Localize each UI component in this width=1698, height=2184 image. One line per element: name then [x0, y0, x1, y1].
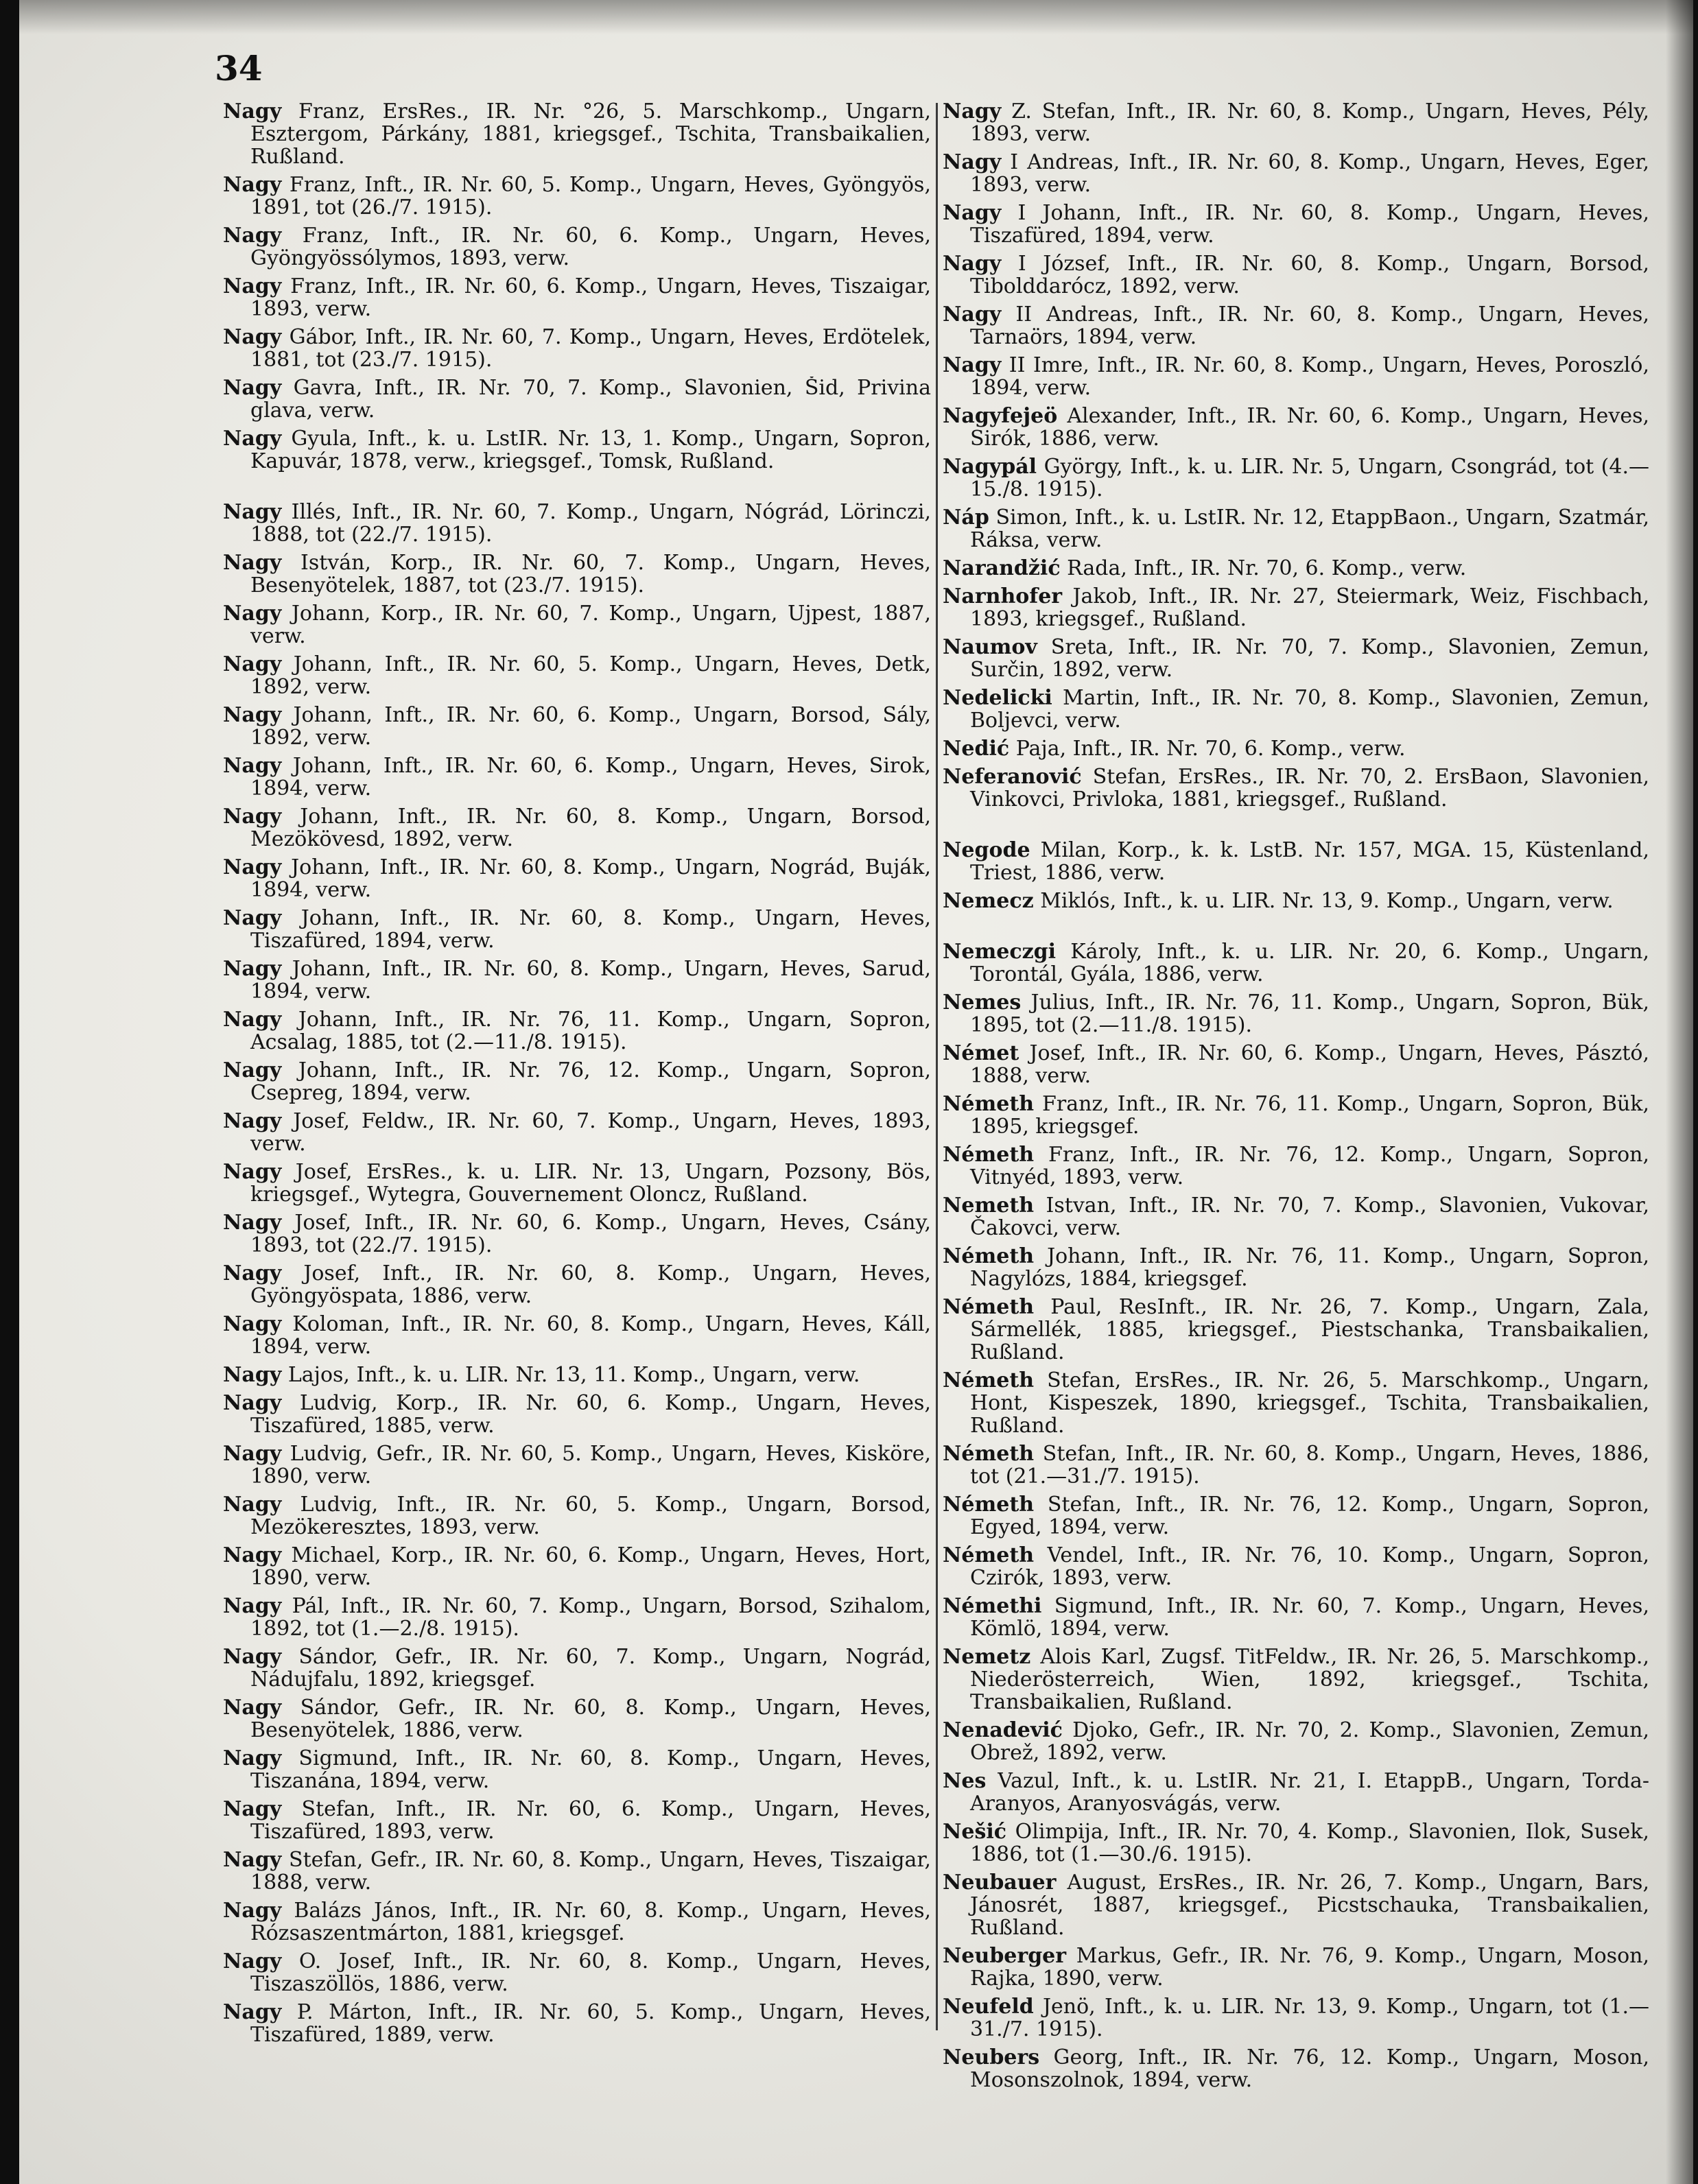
entry-details: Stefan, Gefr., IR. Nr. 60, 8. Komp., Ungarn, Heves, Tiszaigar, 1888, verw.	[250, 1849, 931, 1894]
list-entry	[223, 551, 931, 597]
page-number: 34	[215, 48, 263, 88]
entry-details: I Johann, Inft., IR. Nr. 60, 8. Komp., Ungarn, Heves, Tiszafüred, 1894, verw.	[970, 202, 1649, 247]
entry-surname: Nagy	[943, 151, 1002, 174]
entry-surname: Nagy	[943, 354, 1002, 377]
list-entry	[223, 1392, 931, 1437]
entry-details: Josef, Feldw., IR. Nr. 60, 7. Komp., Ungarn, Heves, 1893, verw.	[250, 1110, 931, 1155]
list-entry	[943, 765, 1649, 833]
entry-details: Ludvig, Inft., IR. Nr. 60, 5. Komp., Ungarn, Borsod, Mezökeresztes, 1893, verw.	[250, 1493, 931, 1539]
entry-surname: Neufeld	[943, 1995, 1034, 2019]
entry-details: Sreta, Inft., IR. Nr. 70, 7. Komp., Slavonien, Zemun, Surčin, 1892, verw.	[970, 636, 1649, 681]
list-entry	[943, 991, 1649, 1036]
entry-details: Sigmund, Inft., IR. Nr. 60, 7. Komp., Ungarn, Heves, Kömlö, 1894, verw.	[970, 1595, 1649, 1640]
entry-details: Stefan, Inft., IR. Nr. 60, 6. Komp., Ungarn, Heves, Tiszafüred, 1893, verw.	[250, 1798, 931, 1843]
entry-details: Johann, Inft., IR. Nr. 60, 5. Komp., Ungarn, Heves, Detk, 1892, verw.	[250, 653, 931, 698]
list-entry	[223, 856, 931, 901]
list-entry	[223, 1899, 931, 1945]
entry-details: Károly, Inft., k. u. LIR. Nr. 20, 6. Komp., Ungarn, Torontál, Gyála, 1886, verw.	[970, 940, 1649, 986]
entry-surname: Nagy	[223, 602, 282, 626]
entry-surname: Nagy	[223, 427, 282, 451]
entry-details: II Andreas, Inft., IR. Nr. 60, 8. Komp., Ungarn, Heves, Tarnaörs, 1894, verw.	[970, 303, 1649, 348]
list-entry	[943, 354, 1649, 399]
entry-details: Josef, Inft., IR. Nr. 60, 8. Komp., Ungarn, Heves, Gyöngyöspata, 1886, verw.	[250, 1262, 931, 1307]
list-entry	[223, 1313, 931, 1358]
entry-surname: Németh	[943, 1296, 1035, 1319]
entry-surname: Nagyfejeö	[943, 405, 1058, 428]
entry-surname: Németh	[943, 1143, 1035, 1167]
entry-surname: Negode	[943, 839, 1030, 862]
entry-details: Josef, Inft., IR. Nr. 60, 6. Komp., Ungarn, Heves, Pásztó, 1888, verw.	[970, 1042, 1649, 1087]
entry-details: Milan, Korp., k. k. LstB. Nr. 157, MGA. 15, Küstenland, Triest, 1886, verw.	[970, 839, 1649, 884]
entry-details: I József, Inft., IR. Nr. 60, 8. Komp., Ungarn, Borsod, Tibolddarócz, 1892, verw.	[970, 252, 1649, 298]
list-entry	[223, 1211, 931, 1257]
entry-details: Miklós, Inft., k. u. LIR. Nr. 13, 9. Komp., Ungarn, verw.	[1040, 890, 1614, 913]
entry-surname: Nagy	[223, 755, 282, 778]
entry-surname: Nagy	[223, 1262, 282, 1285]
entry-surname: Nemetz	[943, 1646, 1031, 1669]
entry-details: Gyula, Inft., k. u. LstIR. Nr. 13, 1. Komp., Ungarn, Sopron, Kapuvár, 1878, verw., kriegsgef., Tomsk, Rußland.	[250, 427, 931, 473]
entry-surname: Nagy	[223, 1110, 282, 1133]
list-entry	[223, 1595, 931, 1640]
list-entry	[943, 1245, 1649, 1290]
entry-surname: Németh	[943, 1245, 1035, 1268]
list-entry	[223, 704, 931, 749]
list-entry	[943, 687, 1649, 732]
list-entry	[223, 1747, 931, 1792]
entry-details: Franz, ErsRes., IR. Nr. °26, 5. Marschkomp., Ungarn, Esztergom, Párkány, 1881, kriegsgef., Tschita, Transbaikalien, Rußland.	[250, 100, 931, 168]
list-entry	[223, 377, 931, 422]
list-entry	[943, 1646, 1649, 1713]
entry-surname: Nagy	[223, 1544, 282, 1567]
entry-surname: Németh	[943, 1493, 1035, 1517]
list-entry	[943, 2046, 1649, 2091]
list-entry	[223, 275, 931, 320]
list-entry	[223, 1798, 931, 1843]
entry-surname: Nagy	[223, 1313, 282, 1336]
entry-surname: Németh	[943, 1544, 1035, 1567]
list-entry	[223, 427, 931, 495]
entry-surname: Németh	[943, 1369, 1035, 1392]
entry-details: Johann, Inft., IR. Nr. 76, 11. Komp., Ungarn, Sopron, Nagylózs, 1884, kriegsgef.	[970, 1245, 1649, 1290]
entry-details: Franz, Inft., IR. Nr. 76, 11. Komp., Ungarn, Sopron, Bük, 1895, kriegsgef.	[970, 1093, 1649, 1138]
entry-details: Jenö, Inft., k. u. LIR. Nr. 13, 9. Komp., Ungarn, tot (1.—31./7. 1915).	[970, 1995, 1649, 2041]
list-entry	[223, 326, 931, 371]
list-entry	[943, 1296, 1649, 1364]
list-entry	[223, 1110, 931, 1155]
list-entry	[943, 252, 1649, 298]
entry-surname: Nagy	[223, 653, 282, 676]
entry-surname: Neferanović	[943, 765, 1082, 789]
entry-surname: Nagy	[223, 1161, 282, 1184]
list-entry	[943, 1595, 1649, 1640]
list-entry	[223, 174, 931, 219]
list-entry	[223, 1950, 931, 1995]
entry-surname: Nagy	[223, 1747, 282, 1770]
entry-details: Franz, Inft., IR. Nr. 60, 6. Komp., Ungarn, Heves, Gyöngyössólymos, 1893, verw.	[250, 224, 931, 270]
entry-surname: Nagy	[223, 856, 282, 879]
list-entry	[223, 224, 931, 270]
list-entry	[223, 100, 931, 168]
entry-surname: Nagy	[223, 1950, 282, 1973]
entry-surname: Nagy	[223, 1008, 282, 1032]
entry-details: Koloman, Inft., IR. Nr. 60, 8. Komp., Ungarn, Heves, Káll, 1894, verw.	[250, 1313, 931, 1358]
entry-details: Michael, Korp., IR. Nr. 60, 6. Komp., Ungarn, Heves, Hort, 1890, verw.	[250, 1544, 931, 1589]
document-page	[19, 0, 1693, 2184]
entry-surname: Nenadević	[943, 1719, 1063, 1742]
entry-surname: Nagy	[223, 2001, 282, 2024]
entry-details: Stefan, Inft., IR. Nr. 60, 8. Komp., Ungarn, Heves, 1886, tot (21.—31./7. 1915).	[970, 1443, 1649, 1488]
entry-surname: Nagy	[943, 252, 1002, 276]
list-entry	[223, 1696, 931, 1742]
entry-details: Stefan, ErsRes., IR. Nr. 70, 2. ErsBaon, Slavonien, Vinkovci, Privloka, 1881, kriegsgef., Rußland.	[970, 765, 1649, 811]
list-entry	[223, 602, 931, 648]
entry-details: Alois Karl, Zugsf. TitFeldw., IR. Nr. 26, 5. Marschkomp., Niederösterreich, Wien, 1892, kriegsgef., Tschita, Transbaikalien, Rußland.	[970, 1646, 1649, 1713]
entry-surname: Nagy	[223, 1364, 282, 1386]
entry-surname: Nemeth	[943, 1194, 1035, 1218]
list-entry	[223, 1008, 931, 1054]
entry-surname: Nagy	[223, 551, 282, 575]
entry-details: Johann, Inft., IR. Nr. 60, 8. Komp., Ungarn, Heves, Sarud, 1894, verw.	[250, 958, 931, 1003]
entry-details: Sándor, Gefr., IR. Nr. 60, 7. Komp., Ungarn, Nográd, Nádujfalu, 1892, kriegsgef.	[250, 1646, 931, 1691]
entry-details: Julius, Inft., IR. Nr. 76, 11. Komp., Ungarn, Sopron, Bük, 1895, tot (2.—11./8. 1915).	[970, 991, 1649, 1036]
list-entry	[943, 1995, 1649, 2041]
entry-surname: Nagy	[223, 1646, 282, 1669]
entry-details: Paja, Inft., IR. Nr. 70, 6. Komp., verw.	[1015, 737, 1406, 760]
entry-details: Balázs János, Inft., IR. Nr. 60, 8. Komp., Ungarn, Heves, Rózsaszentmárton, 1881, kriegsgef.	[250, 1899, 931, 1945]
entry-surname: Nagy	[223, 275, 282, 298]
entry-details: Franz, Inft., IR. Nr. 76, 12. Komp., Ungarn, Sopron, Vitnyéd, 1893, verw.	[970, 1143, 1649, 1189]
entry-surname: Nagy	[223, 377, 282, 400]
entry-surname: Nagy	[223, 1493, 282, 1517]
list-entry	[943, 1194, 1649, 1239]
list-entry	[943, 1493, 1649, 1539]
right-column	[943, 100, 1649, 2097]
list-entry	[943, 1770, 1649, 1815]
entry-details: Gavra, Inft., IR. Nr. 70, 7. Komp., Slavonien, Šid, Privina glava, verw.	[250, 377, 931, 422]
entry-details: Illés, Inft., IR. Nr. 60, 7. Komp., Ungarn, Nógrád, Lörinczi, 1888, tot (22./7. 1915).	[250, 501, 931, 546]
list-entry	[943, 1369, 1649, 1437]
list-entry	[943, 405, 1649, 450]
entry-details: Franz, Inft., IR. Nr. 60, 5. Komp., Ungarn, Heves, Gyöngyös, 1891, tot (26./7. 1915).	[250, 174, 931, 219]
entry-details: Johann, Inft., IR. Nr. 60, 6. Komp., Ungarn, Borsod, Sály, 1892, verw.	[250, 704, 931, 749]
entry-details: Olimpija, Inft., IR. Nr. 70, 4. Komp., Slavonien, Ilok, Susek, 1886, tot (1.—30./6. 1915).	[970, 1820, 1649, 1866]
list-entry	[223, 1443, 931, 1488]
list-entry	[223, 1493, 931, 1539]
column-divider	[936, 103, 938, 2030]
list-entry	[943, 1544, 1649, 1589]
entry-surname: Nagy	[223, 100, 282, 123]
entry-surname: Naumov	[943, 636, 1037, 659]
entry-surname: Némethi	[943, 1595, 1042, 1618]
entry-details: Johann, Inft., IR. Nr. 60, 8. Komp., Ungarn, Heves, Tiszafüred, 1894, verw.	[250, 907, 931, 952]
entry-surname: Nagy	[223, 326, 282, 349]
left-column	[223, 100, 931, 2052]
entry-details: Josef, Inft., IR. Nr. 60, 6. Komp., Ungarn, Heves, Csány, 1893, tot (22./7. 1915).	[250, 1211, 931, 1257]
entry-details: Markus, Gefr., IR. Nr. 76, 9. Komp., Ungarn, Moson, Rajka, 1890, verw.	[970, 1945, 1649, 1990]
list-entry	[943, 585, 1649, 630]
list-entry	[943, 636, 1649, 681]
list-entry	[223, 1059, 931, 1104]
list-entry	[223, 755, 931, 800]
list-entry	[943, 151, 1649, 196]
entry-details: Johann, Inft., IR. Nr. 76, 12. Komp., Ungarn, Sopron, Csepreg, 1894, verw.	[250, 1059, 931, 1104]
entry-surname: Nagy	[223, 907, 282, 930]
entry-surname: Nagy	[223, 224, 282, 248]
list-entry	[223, 1544, 931, 1589]
entry-details: P. Márton, Inft., IR. Nr. 60, 5. Komp., Ungarn, Heves, Tiszafüred, 1889, verw.	[250, 2001, 931, 2046]
list-entry	[943, 1042, 1649, 1087]
entry-details: Simon, Inft., k. u. LstIR. Nr. 12, EtappBaon., Ungarn, Szatmár, Ráksa, verw.	[970, 506, 1649, 551]
list-entry	[943, 455, 1649, 501]
entry-details: Djoko, Gefr., IR. Nr. 70, 2. Komp., Slavonien, Zemun, Obrež, 1892, verw.	[970, 1719, 1649, 1764]
list-entry	[223, 2001, 931, 2046]
list-entry	[223, 1849, 931, 1894]
list-entry	[943, 202, 1649, 247]
entry-surname: Neubers	[943, 2046, 1040, 2069]
list-entry	[943, 1871, 1649, 1939]
list-entry	[223, 1364, 931, 1386]
entry-details: Rada, Inft., IR. Nr. 70, 6. Komp., verw.	[1067, 557, 1467, 580]
entry-details: Jakob, Inft., IR. Nr. 27, Steiermark, Weiz, Fischbach, 1893, kriegsgef., Rußland.	[970, 585, 1649, 630]
list-entry	[943, 1093, 1649, 1138]
entry-surname: Nagy	[223, 1211, 282, 1235]
entry-details: Pál, Inft., IR. Nr. 60, 7. Komp., Ungarn, Borsod, Szihalom, 1892, tot (1.—2./8. 1915).	[250, 1595, 931, 1640]
entry-surname: Nemecz	[943, 890, 1034, 913]
entry-details: Sándor, Gefr., IR. Nr. 60, 8. Komp., Ungarn, Heves, Besenyötelek, 1886, verw.	[250, 1696, 931, 1742]
entry-surname: Nagy	[223, 501, 282, 524]
entry-surname: Nagy	[223, 1595, 282, 1618]
entry-details: Alexander, Inft., IR. Nr. 60, 6. Komp., Ungarn, Heves, Sirók, 1886, verw.	[970, 405, 1649, 450]
entry-details: Johann, Inft., IR. Nr. 60, 8. Komp., Ungarn, Borsod, Mezökövesd, 1892, verw.	[250, 805, 931, 851]
list-entry	[223, 1262, 931, 1307]
entry-details: Ludvig, Korp., IR. Nr. 60, 6. Komp., Ungarn, Heves, Tiszafüred, 1885, verw.	[250, 1392, 931, 1437]
entry-surname: Nagy	[223, 1059, 282, 1082]
list-entry	[223, 501, 931, 546]
list-entry	[943, 839, 1649, 884]
list-entry	[943, 1443, 1649, 1488]
entry-surname: Nagy	[223, 1443, 282, 1466]
entry-details: Istvan, Inft., IR. Nr. 70, 7. Komp., Slavonien, Vukovar, Čakovci, verw.	[970, 1194, 1649, 1239]
list-entry	[943, 100, 1649, 145]
entry-surname: Neuberger	[943, 1945, 1067, 1968]
list-entry	[943, 1945, 1649, 1990]
entry-details: Z. Stefan, Inft., IR. Nr. 60, 8. Komp., Ungarn, Heves, Pély, 1893, verw.	[970, 100, 1649, 145]
entry-details: György, Inft., k. u. LIR. Nr. 5, Ungarn, Csongrád, tot (4.—15./8. 1915).	[970, 455, 1649, 501]
entry-surname: Nemes	[943, 991, 1022, 1014]
entry-surname: Nešić	[943, 1820, 1007, 1844]
entry-details: Gábor, Inft., IR. Nr. 60, 7. Komp., Ungarn, Heves, Erdötelek, 1881, tot (23./7. 1915).	[250, 326, 931, 371]
entry-details: Martin, Inft., IR. Nr. 70, 8. Komp., Slavonien, Zemun, Boljevci, verw.	[970, 687, 1649, 732]
entry-surname: Nagy	[223, 1849, 282, 1872]
entry-surname: Nagy	[223, 1899, 282, 1923]
entry-details: Josef, ErsRes., k. u. LIR. Nr. 13, Ungarn, Pozsony, Bös, kriegsgef., Wytegra, Gouvernement Oloncz, Rußland.	[250, 1161, 931, 1206]
entry-details: István, Korp., IR. Nr. 60, 7. Komp., Ungarn, Heves, Besenyötelek, 1887, tot (23./7. 1915).	[250, 551, 931, 597]
entry-details: Johann, Inft., IR. Nr. 76, 11. Komp., Ungarn, Sopron, Acsalag, 1885, tot (2.—11./8. 1915).	[250, 1008, 931, 1054]
entry-details: Georg, Inft., IR. Nr. 76, 12. Komp., Ungarn, Moson, Mosonszolnok, 1894, verw.	[970, 2046, 1649, 2091]
entry-details: II Imre, Inft., IR. Nr. 60, 8. Komp., Ungarn, Heves, Poroszló, 1894, verw.	[970, 354, 1649, 399]
entry-surname: Náp	[943, 506, 989, 530]
list-entry	[223, 1161, 931, 1206]
entry-surname: Nes	[943, 1770, 987, 1793]
entry-surname: Nagy	[223, 1798, 282, 1821]
entry-details: August, ErsRes., IR. Nr. 26, 7. Komp., Ungarn, Bars, Jánosrét, 1887, kriegsgef., Picstschauka, Transbaikalien, Rußland.	[970, 1871, 1649, 1939]
entry-surname: Német	[943, 1042, 1019, 1065]
list-entry	[943, 557, 1649, 580]
entry-surname: Nemeczgi	[943, 940, 1057, 964]
list-entry	[943, 737, 1649, 760]
list-entry	[223, 907, 931, 952]
entry-surname: Nagy	[223, 958, 282, 981]
entry-surname: Nagy	[223, 174, 282, 197]
entry-surname: Nagypál	[943, 455, 1037, 479]
entry-surname: Nagy	[943, 303, 1002, 327]
entry-surname: Nagy	[223, 704, 282, 727]
list-entry	[943, 1143, 1649, 1189]
scan-shadow-top	[19, 0, 1693, 34]
entry-details: O. Josef, Inft., IR. Nr. 60, 8. Komp., Ungarn, Heves, Tiszaszöllös, 1886, verw.	[250, 1950, 931, 1995]
list-entry	[943, 506, 1649, 551]
entry-surname: Nedić	[943, 737, 1010, 760]
entry-details: Vendel, Inft., IR. Nr. 76, 10. Komp., Ungarn, Sopron, Czirók, 1893, verw.	[970, 1544, 1649, 1589]
entry-details: Johann, Korp., IR. Nr. 60, 7. Komp., Ungarn, Ujpest, 1887, verw.	[250, 602, 931, 648]
entry-details: Stefan, ErsRes., IR. Nr. 26, 5. Marschkomp., Ungarn, Hont, Kispeszek, 1890, kriegsgef., Tschita, Transbaikalien, Rußland.	[970, 1369, 1649, 1437]
entry-surname: Narandžić	[943, 557, 1061, 580]
list-entry	[943, 940, 1649, 986]
entry-surname: Nagy	[223, 1696, 282, 1720]
entry-details: Paul, ResInft., IR. Nr. 26, 7. Komp., Ungarn, Zala, Sármellék, 1885, kriegsgef., Piestschanka, Transbaikalien, Rußland.	[970, 1296, 1649, 1364]
list-entry	[943, 1719, 1649, 1764]
entry-surname: Narnhofer	[943, 585, 1063, 608]
list-entry	[943, 1820, 1649, 1866]
entry-surname: Nagy	[943, 100, 1002, 123]
entry-details: I Andreas, Inft., IR. Nr. 60, 8. Komp., Ungarn, Heves, Eger, 1893, verw.	[970, 151, 1649, 196]
list-entry	[943, 890, 1649, 935]
entry-surname: Nagy	[943, 202, 1002, 225]
list-entry	[223, 805, 931, 851]
list-entry	[223, 653, 931, 698]
entry-details: Franz, Inft., IR. Nr. 60, 6. Komp., Ungarn, Heves, Tiszaigar, 1893, verw.	[250, 275, 931, 320]
entry-details: Johann, Inft., IR. Nr. 60, 6. Komp., Ungarn, Heves, Sirok, 1894, verw.	[250, 755, 931, 800]
entry-surname: Neubauer	[943, 1871, 1057, 1895]
entry-surname: Nedelicki	[943, 687, 1052, 710]
entry-surname: Németh	[943, 1443, 1035, 1466]
entry-details: Johann, Inft., IR. Nr. 60, 8. Komp., Ungarn, Nográd, Buják, 1894, verw.	[250, 856, 931, 901]
entry-surname: Nagy	[223, 1392, 282, 1415]
entry-details: Lajos, Inft., k. u. LIR. Nr. 13, 11. Komp., Ungarn, verw.	[287, 1364, 860, 1386]
entry-details: Stefan, Inft., IR. Nr. 76, 12. Komp., Ungarn, Sopron, Egyed, 1894, verw.	[970, 1493, 1649, 1539]
entry-details: Ludvig, Gefr., IR. Nr. 60, 5. Komp., Ungarn, Heves, Kisköre, 1890, verw.	[250, 1443, 931, 1488]
scan-shadow-right	[1666, 0, 1693, 2184]
entry-details: Vazul, Inft., k. u. LstIR. Nr. 21, I. EtappB., Ungarn, Torda-Aranyos, Aranyosvágás, verw.	[970, 1770, 1649, 1815]
entry-surname: Nagy	[223, 805, 282, 829]
list-entry	[223, 1646, 931, 1691]
list-entry	[943, 303, 1649, 348]
list-entry	[223, 958, 931, 1003]
entry-details: Sigmund, Inft., IR. Nr. 60, 8. Komp., Ungarn, Heves, Tiszanána, 1894, verw.	[250, 1747, 931, 1792]
entry-surname: Németh	[943, 1093, 1035, 1116]
